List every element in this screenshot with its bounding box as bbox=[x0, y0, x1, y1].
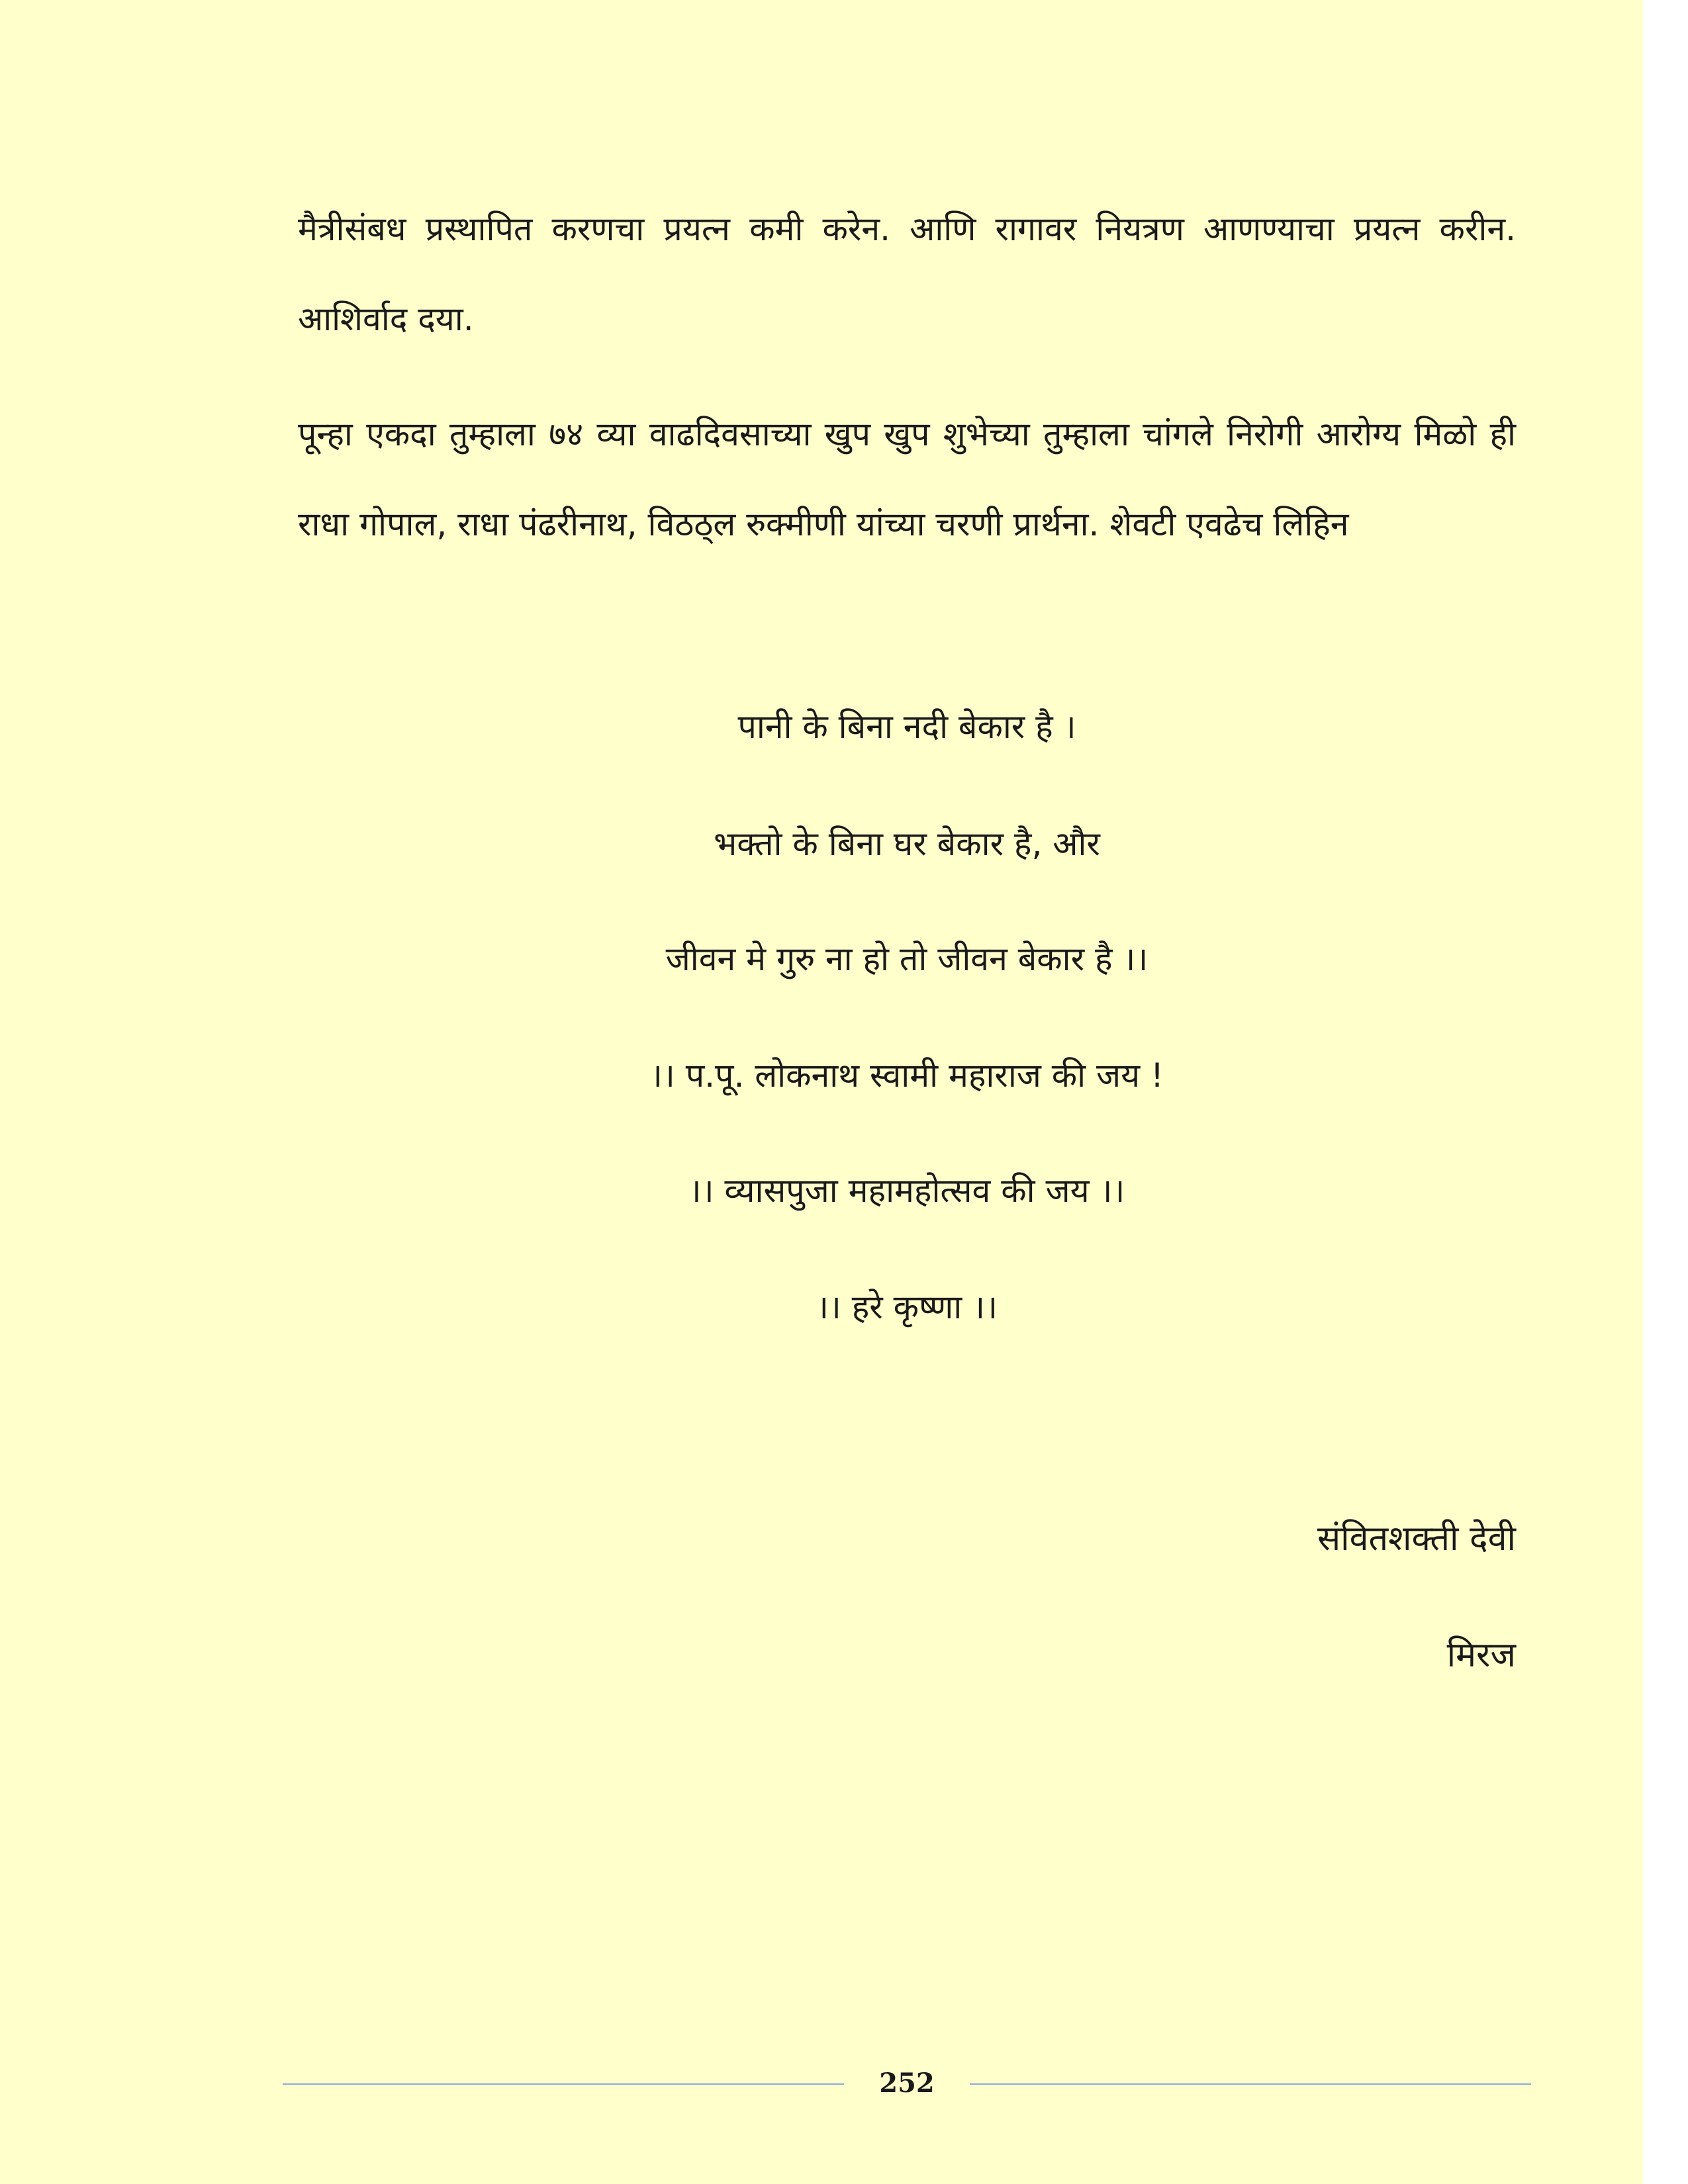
footer-rule-left bbox=[283, 2083, 844, 2085]
verse-line-4: ।। प.पू. लोकनाथ स्वामी महाराज की जय ! bbox=[649, 1056, 1164, 1095]
verse-line-5: ।। व्यासपुजा महामहोत्सव की जय ।। bbox=[688, 1171, 1125, 1210]
footer-rule-right bbox=[970, 2083, 1531, 2085]
verse-line-1: पानी के बिना नदी बेकार है । bbox=[737, 707, 1076, 746]
signature-place: मिरज bbox=[1446, 1635, 1516, 1675]
verse-line-6: ।। हरे कृष्णा ।। bbox=[816, 1288, 998, 1326]
paragraph-1: मैत्रीसंबध प्रस्थापित करणचा प्रयत्न कमी करेन. आणि रागावर नियत्रण आणण्याचा प्रयत्न करीन. आशिर्वाद दया. bbox=[298, 210, 1516, 338]
verse-line-3: जीवन मे गुरु ना हो तो जीवन बेकार है ।। bbox=[665, 940, 1149, 978]
signature-name: संवितशक्ती देवी bbox=[1317, 1519, 1516, 1559]
paragraph-2: पून्हा एकदा तुम्हाला ७४ व्या वाढदिवसाच्या खुप खुप शुभेच्या तुम्हाला चांगले निरोगी आरोग्य मिळो ही राधा गोपाल, राधा पंढरीनाथ, विठठ्ल रुक्मीणी यांच्या चरणी प्रार्थना. शेवटी एवढेच लिहिन bbox=[298, 415, 1516, 543]
page-number: 252 bbox=[879, 2068, 935, 2099]
verse-line-2: भक्तो के बिना घर बेकार है, और bbox=[714, 825, 1100, 863]
